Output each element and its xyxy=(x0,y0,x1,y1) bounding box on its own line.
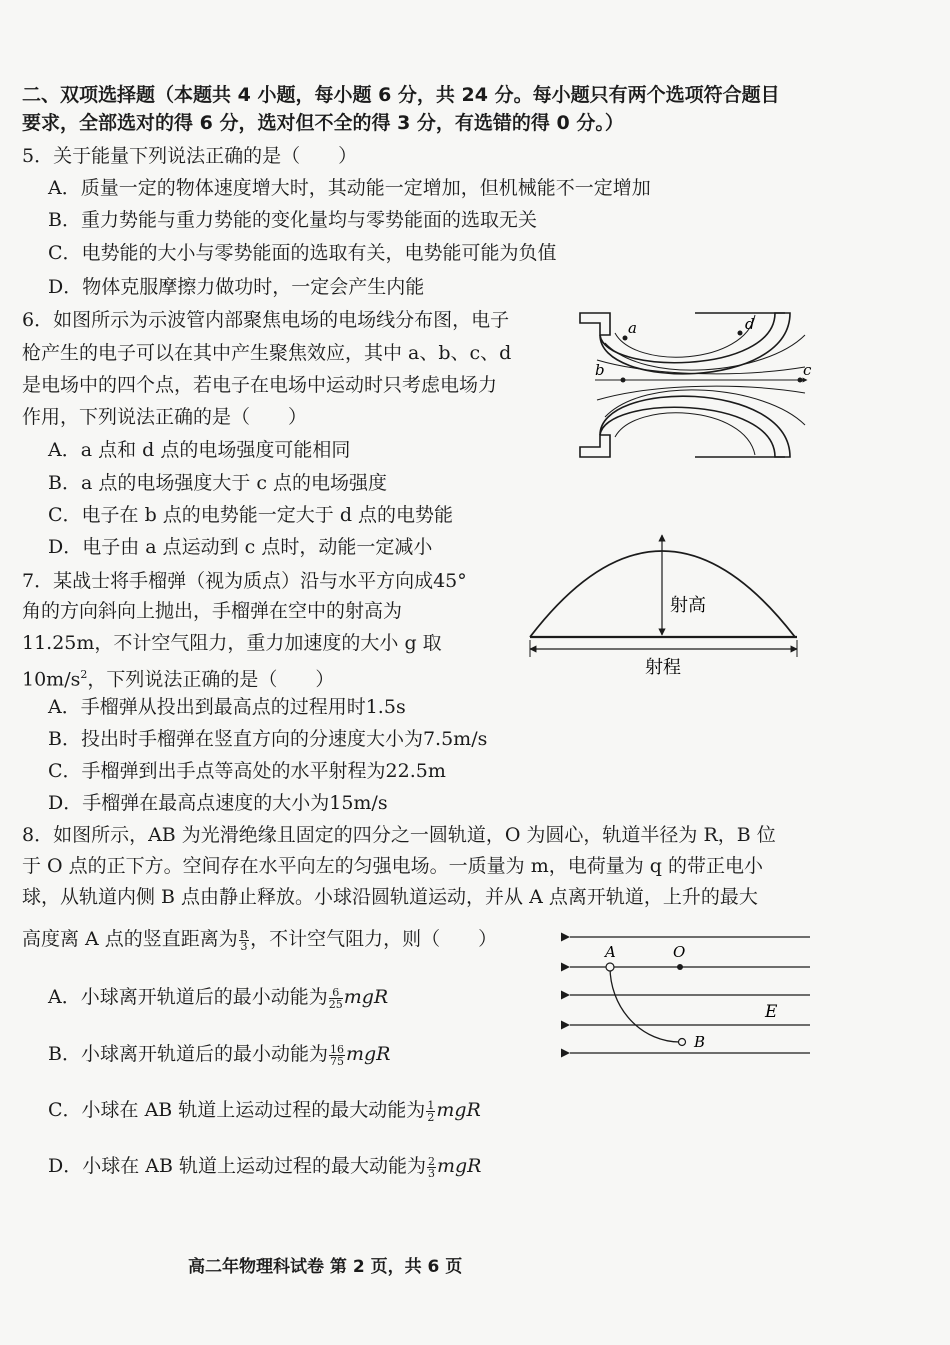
q8-option-c xyxy=(48,1097,481,1123)
section-header-line-1: 二、双项选择题（本题共 4 小题，每小题 6 分，共 24 分。每小题只有两个选项符合题目 xyxy=(22,84,780,106)
q8-option-c-num: 1 xyxy=(427,1098,435,1112)
q8-option-a-unit: mgR xyxy=(343,986,389,1008)
q8-option-a xyxy=(48,984,388,1010)
q6-stem-line-4: 作用，下列说法正确的是（ ） xyxy=(22,406,308,428)
q6-point-c xyxy=(798,378,803,383)
q6-option-c: C．电子在 b 点的电势能一定大于 d 点的电势能 xyxy=(48,504,454,526)
q8-stem-line-3: 球，从轨道内侧 B 点由静止释放。小球沿圆轨道运动，并从 A 点离开轨道，上升的最大 xyxy=(22,886,758,908)
q7-stem-line-1: 7．某战士将手榴弹（视为质点）沿与水平方向成45° xyxy=(22,570,467,592)
q8-point-b xyxy=(679,1039,686,1046)
q8-stem-line-1: 8．如图所示，AB 为光滑绝缘且固定的四分之一圆轨道，O 为圆心，轨道半径为 R，B 位 xyxy=(22,824,776,846)
q8-label-o: O xyxy=(673,943,686,961)
q7-label-range: 射程 xyxy=(645,657,681,678)
q8-label-a: A xyxy=(605,943,616,961)
q7-stem-line-4-rest: ，下列说法正确的是（ ） xyxy=(87,668,335,691)
q5-option-d: D．物体克服摩擦力做功时，一定会产生内能 xyxy=(48,276,425,298)
q6-point-d xyxy=(738,331,743,336)
q8-point-o xyxy=(677,964,683,970)
q8-stem-line-4 xyxy=(22,926,497,952)
section-header-line-2: 要求，全部选对的得 6 分，选对但不全的得 3 分，有选错的得 0 分。） xyxy=(22,112,624,134)
q8-option-d-num: 2 xyxy=(428,1154,435,1168)
q8-stem-fraction xyxy=(239,929,249,952)
q6-label-d: d xyxy=(745,315,755,333)
q7-stem-line-2: 角的方向斜向上抛出，手榴弹在空中的射高为 xyxy=(22,600,403,622)
q6-stem-line-3: 是电场中的四个点，若电子在电场中运动时只考虑电场力 xyxy=(22,374,498,396)
q8-option-d-text: D．小球在 AB 轨道上运动过程的最大动能为 xyxy=(48,1155,426,1177)
q8-option-a-text: A．小球离开轨道后的最小动能为 xyxy=(48,986,328,1008)
q8-point-a xyxy=(606,963,614,971)
page-footer: 高二年物理科试卷 第 2 页，共 6 页 xyxy=(188,1257,463,1277)
q7-option-a: A．手榴弹从投出到最高点的过程用时1.5s xyxy=(48,696,406,718)
q7-stem-line-4-text: 10m/s xyxy=(22,668,81,691)
q7-stem-line-4-sup: 2 xyxy=(80,668,88,681)
q8-stem-line-4-pre: 高度离 A 点的竖直距离为 xyxy=(22,928,238,950)
q7-option-b: B．投出时手榴弹在竖直方向的分速度大小为7.5m/s xyxy=(48,728,488,750)
q6-option-d: D．电子由 a 点运动到 c 点时，动能一定减小 xyxy=(48,536,433,558)
q6-label-b: b xyxy=(595,361,605,379)
q8-option-b-num: 16 xyxy=(329,1042,344,1056)
q8-option-c-text: C．小球在 AB 轨道上运动过程的最大动能为 xyxy=(48,1099,426,1121)
q8-stem-fraction-den: 3 xyxy=(240,939,248,953)
q8-option-a-fraction xyxy=(329,987,343,1010)
q7-option-d: D．手榴弹在最高点速度的大小为15m/s xyxy=(48,792,388,814)
q6-stem-line-1: 6．如图所示为示波管内部聚焦电场的电场线分布图，电子 xyxy=(22,309,510,331)
q6-label-c: c xyxy=(803,361,812,379)
q7-stem-line-4 xyxy=(22,662,334,692)
q6-stem-line-2: 枪产生的电子可以在其中产生聚焦效应，其中 a、b、c、d xyxy=(22,342,512,364)
q8-option-b-fraction xyxy=(329,1044,345,1067)
q8-stem-line-4-post: ，不计空气阻力，则（ ） xyxy=(250,928,498,950)
q8-option-d-fraction xyxy=(427,1156,436,1179)
q8-option-a-den: 25 xyxy=(328,997,343,1011)
q7-trajectory-figure xyxy=(525,525,805,685)
q7-stem-line-3: 11.25m，不计空气阻力，重力加速度的大小 g 取 xyxy=(22,632,442,654)
q8-stem-fraction-num: R xyxy=(239,927,249,941)
q6-label-a: a xyxy=(628,319,637,337)
q8-option-b-unit: mgR xyxy=(345,1043,391,1065)
q5-option-c: C．电势能的大小与零势能面的选取有关，电势能可能为负值 xyxy=(48,242,557,264)
q6-option-a: A．a 点和 d 点的电场强度可能相同 xyxy=(48,439,351,461)
q8-label-e: E xyxy=(765,1002,778,1022)
q8-option-c-unit: mgR xyxy=(436,1099,481,1121)
q8-option-b-text: B．小球离开轨道后的最小动能为 xyxy=(48,1043,328,1065)
q8-stem-line-2: 于 O 点的正下方。空间存在水平向左的匀强电场。一质量为 m，电荷量为 q 的带正电小 xyxy=(22,855,763,877)
q8-option-d-unit: mgR xyxy=(437,1155,482,1177)
q8-label-b: B xyxy=(694,1033,706,1051)
q6-point-a xyxy=(623,336,628,341)
q8-option-a-num: 6 xyxy=(329,987,343,999)
q8-option-d-den: 3 xyxy=(428,1166,435,1180)
q6-point-b xyxy=(621,378,626,383)
q8-option-d xyxy=(48,1153,482,1179)
q7-option-c: C．手榴弹到出手点等高处的水平射程为22.5m xyxy=(48,760,446,782)
q8-option-c-fraction xyxy=(426,1100,435,1123)
q8-option-b-den: 75 xyxy=(329,1054,344,1068)
q5-option-a: A．质量一定的物体速度增大时，其动能一定增加，但机械能不一定增加 xyxy=(48,177,651,199)
q8-option-c-den: 2 xyxy=(427,1110,435,1124)
q5-option-b: B．重力势能与重力势能的变化量均与零势能面的选取无关 xyxy=(48,209,537,231)
q6-field-figure xyxy=(575,305,815,465)
q8-field-figure xyxy=(560,925,815,1060)
q5-stem: 5．关于能量下列说法正确的是（ ） xyxy=(22,145,358,167)
q6-option-b: B．a 点的电场强度大于 c 点的电场强度 xyxy=(48,472,388,494)
q7-label-height: 射高 xyxy=(670,595,706,616)
q8-option-b xyxy=(48,1041,390,1067)
